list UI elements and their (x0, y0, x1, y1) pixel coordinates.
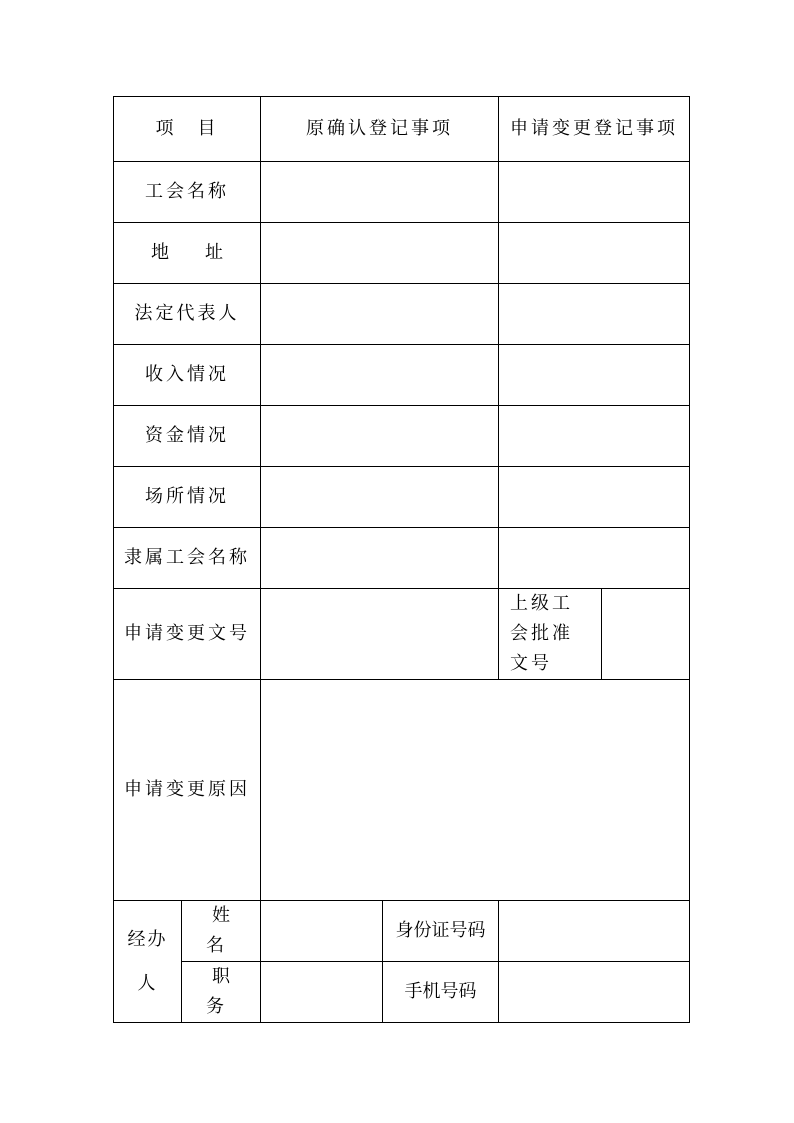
label-change-doc-no: 申请变更文号 (114, 589, 261, 680)
original-union-name-field[interactable] (261, 162, 499, 223)
original-funds-field[interactable] (261, 406, 499, 467)
row-venue (114, 467, 690, 528)
label-union-name: 工会名称 (114, 162, 261, 223)
row-change-reason (114, 680, 690, 901)
change-union-name-field[interactable] (499, 162, 690, 223)
label-handler-position: 职 务 (182, 962, 261, 1023)
change-registration-form (113, 96, 690, 1023)
handler-position-field[interactable] (261, 962, 383, 1023)
change-legal-rep-field[interactable] (499, 284, 690, 345)
row-address (114, 223, 690, 284)
row-handler-position (114, 962, 690, 1023)
original-address-field[interactable] (261, 223, 499, 284)
mobile-field[interactable] (499, 962, 690, 1023)
handler-name-field[interactable] (261, 901, 383, 962)
change-funds-field[interactable] (499, 406, 690, 467)
label-handler-name: 姓 名 (182, 901, 261, 962)
label-change-reason: 申请变更原因 (114, 680, 261, 901)
id-number-field[interactable] (499, 901, 690, 962)
row-affiliated-union (114, 528, 690, 589)
label-funds: 资金情况 (114, 406, 261, 467)
label-superior-approval-doc: 上级工会批准文号 (499, 589, 602, 680)
change-affiliated-union-field[interactable] (499, 528, 690, 589)
label-venue: 场所情况 (114, 467, 261, 528)
row-funds (114, 406, 690, 467)
change-address-field[interactable] (499, 223, 690, 284)
row-union-name (114, 162, 690, 223)
label-legal-rep: 法定代表人 (114, 284, 261, 345)
original-income-field[interactable] (261, 345, 499, 406)
change-reason-field[interactable] (261, 680, 690, 901)
label-income: 收入情况 (114, 345, 261, 406)
original-legal-rep-field[interactable] (261, 284, 499, 345)
row-income (114, 345, 690, 406)
original-affiliated-union-field[interactable] (261, 528, 499, 589)
header-change: 申请变更登记事项 (499, 97, 690, 162)
label-mobile: 手机号码 (383, 962, 499, 1023)
row-change-doc-no (114, 589, 690, 680)
change-venue-field[interactable] (499, 467, 690, 528)
row-legal-rep (114, 284, 690, 345)
change-doc-no-field[interactable] (261, 589, 499, 680)
label-affiliated-union: 隶属工会名称 (114, 528, 261, 589)
superior-approval-doc-field[interactable] (602, 589, 690, 680)
label-address: 地 址 (114, 223, 261, 284)
label-id-number: 身份证号码 (383, 901, 499, 962)
header-original: 原确认登记事项 (261, 97, 499, 162)
row-handler-name (114, 901, 690, 962)
header-row (114, 97, 690, 162)
label-handler: 经办人 (114, 901, 182, 1023)
original-venue-field[interactable] (261, 467, 499, 528)
change-income-field[interactable] (499, 345, 690, 406)
header-item: 项 目 (114, 97, 261, 162)
